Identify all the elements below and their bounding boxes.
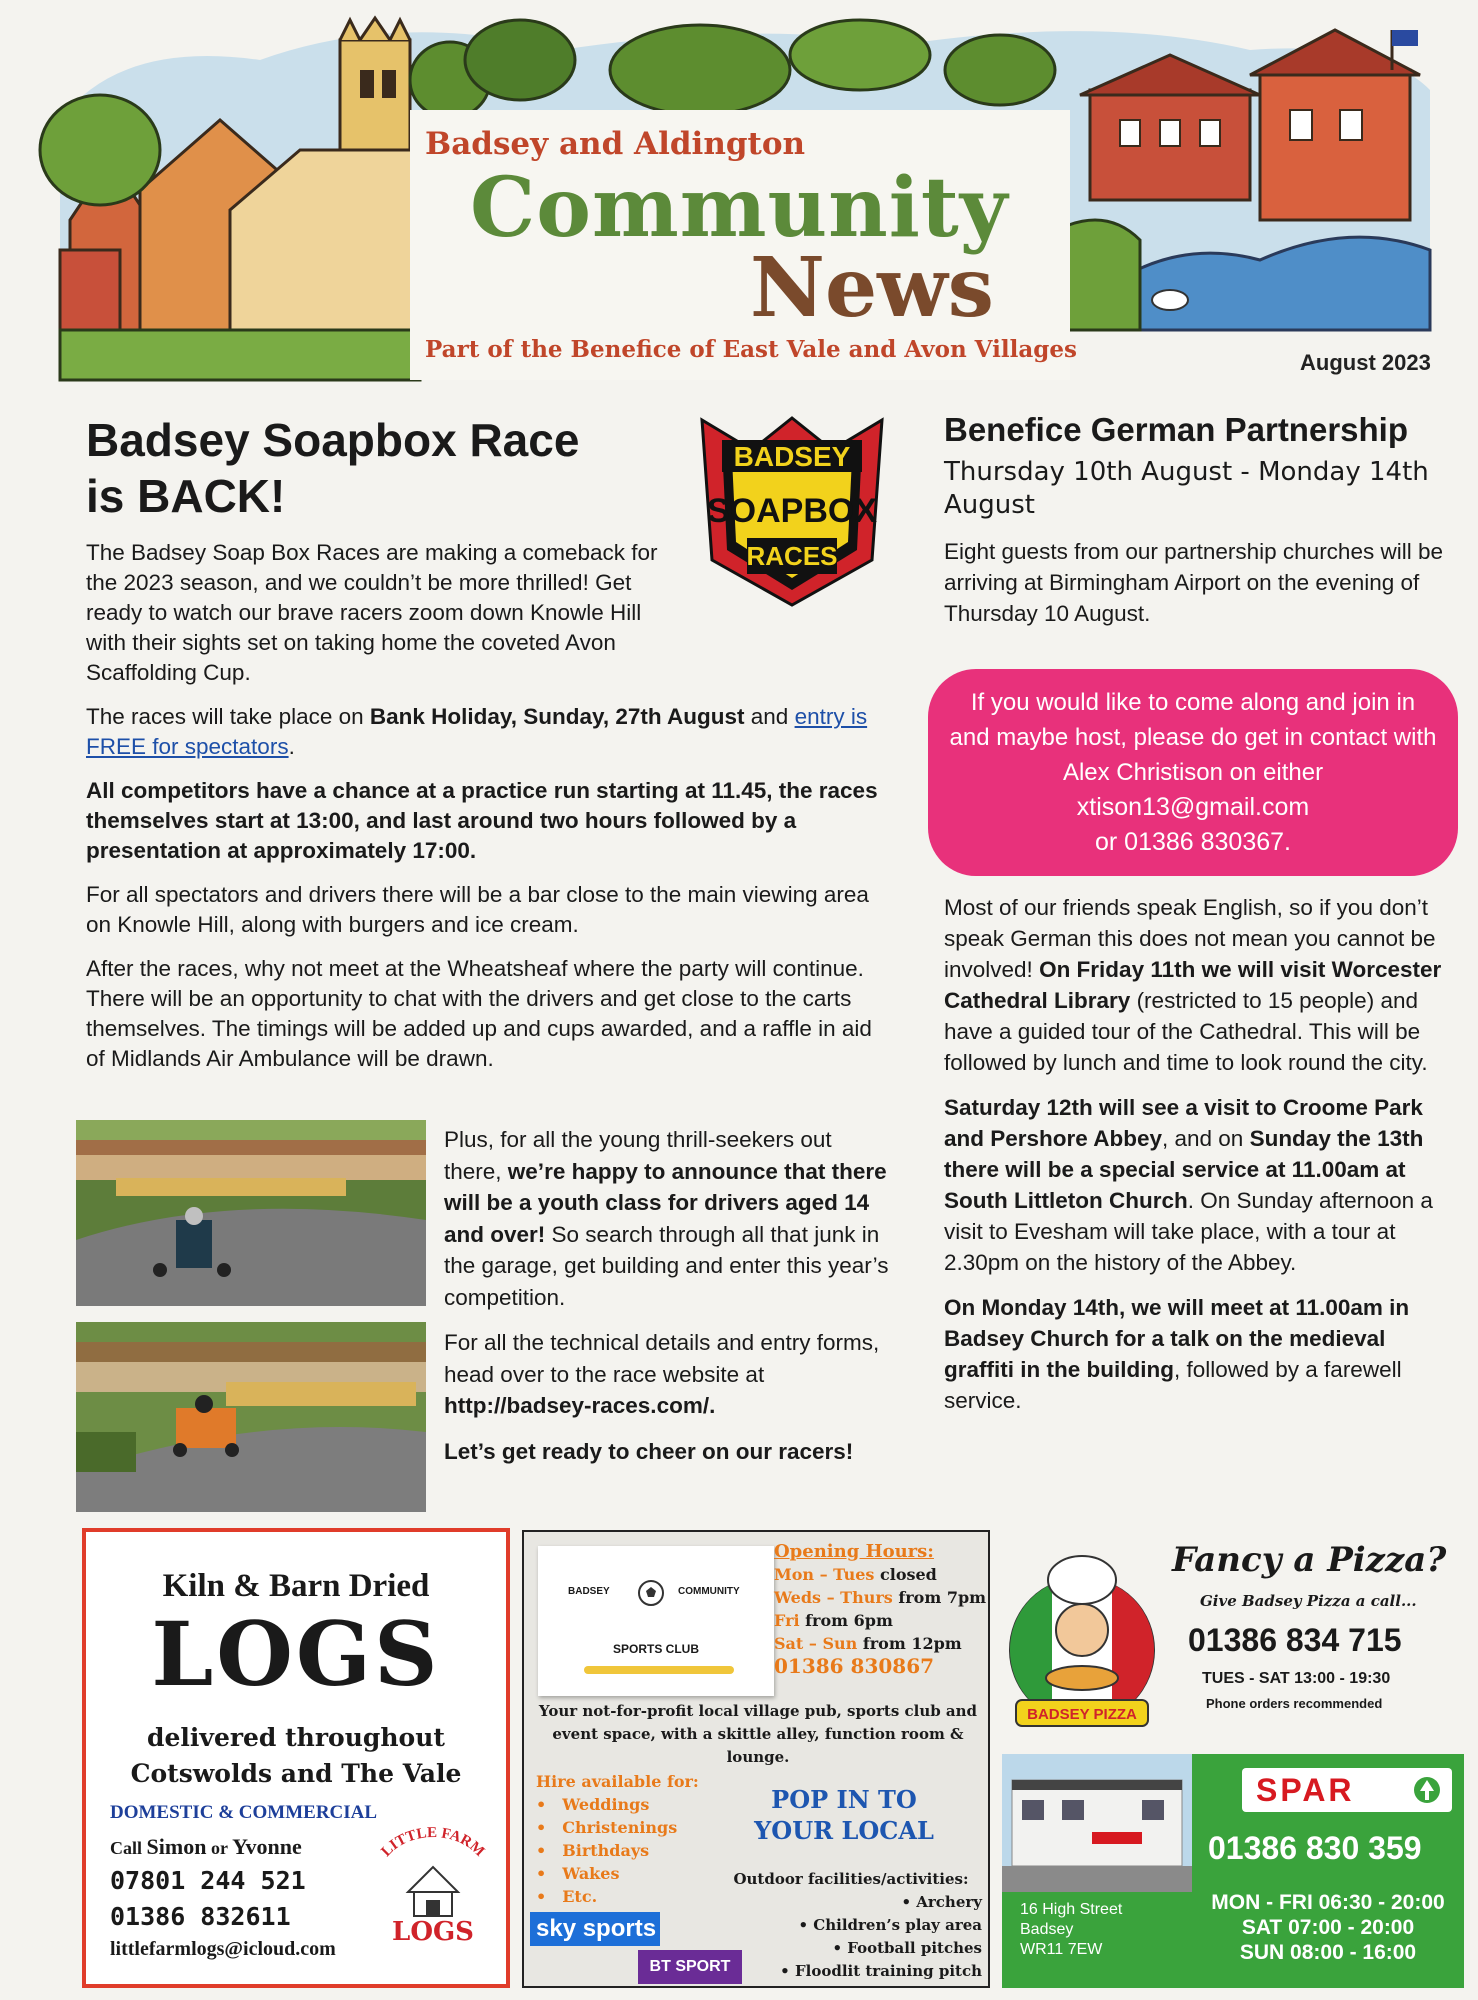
masthead-benefice: Part of the Benefice of East Vale and Avon Villages bbox=[425, 336, 1077, 363]
spar-advert bbox=[1002, 1754, 1464, 1988]
pizza-hours: TUES - SAT 13:00 - 19:30 bbox=[1202, 1670, 1391, 1687]
german-weekend: Saturday 12th will see a visit to Croome Park and Pershore Abbey, and on Sunday the 13th there will be a special service at 11.00am at South Littleton Church. On Sunday afternoon a visit to Evesham will take place, with a tour at 2.30pm on the history of the Abbey. bbox=[944, 1095, 1433, 1275]
soapbox-date-paragraph: The races will take place on Bank Holiday, Sunday, 27th August and entry is FREE for spectators. bbox=[86, 704, 868, 759]
club-card-swoosh bbox=[584, 1666, 734, 1674]
soapbox-photo-1 bbox=[76, 1120, 426, 1306]
club-opening-hours: Opening Hours: Mon – Tues closed Weds – Thurs from 7pm Fri from 6pm Sat – Sun from 12pm 01386 830867 bbox=[774, 1541, 987, 1678]
host-callout bbox=[928, 669, 1458, 876]
outdoor-item: • Football pitches bbox=[832, 1939, 982, 1957]
svg-text:LOGS: LOGS bbox=[392, 1917, 474, 1942]
football-icon bbox=[636, 1578, 666, 1608]
pizza-chef-icon bbox=[1002, 1550, 1162, 1740]
hire-item: • Weddings bbox=[536, 1793, 699, 1816]
german-monday: On Monday 14th, we will meet at 11.00am in Badsey Church for a talk on the medieval graffiti in the building, followed by a farewell service. bbox=[944, 1295, 1410, 1413]
bt-sport-logo: BT SPORT bbox=[638, 1950, 742, 1984]
club-card-community: COMMUNITY bbox=[678, 1586, 740, 1597]
german-arrival: Eight guests from our partnership churches will be arriving at Birmingham Airport on the evening of Thursday 10 August. bbox=[944, 539, 1443, 626]
svg-text:BADSEY PIZZA: BADSEY PIZZA bbox=[1027, 1706, 1137, 1723]
hire-item: • Wakes bbox=[536, 1862, 699, 1885]
technical-details-paragraph: For all the technical details and entry forms, head over to the race website at http://badsey-races.com/. bbox=[444, 1330, 880, 1418]
logs-title: LOGS bbox=[151, 1602, 441, 1706]
hire-item: • Christenings bbox=[536, 1816, 699, 1839]
club-card-badsey: BADSEY bbox=[568, 1586, 610, 1597]
svg-text:LITTLE FARM: LITTLE FARM bbox=[378, 1824, 488, 1860]
cheer-paragraph: Let’s get ready to cheer on our racers! bbox=[444, 1438, 854, 1464]
hire-item: • Etc. bbox=[536, 1885, 699, 1908]
soapbox-after: After the races, why not meet at the Wheatsheaf where the party will continue. There will be an opportunity to chat with the drivers and get close to the carts themselves. The timings will be added up and cups awarded, and a raffle in aid of Midlands Air Ambulance will be drawn. bbox=[86, 956, 872, 1071]
spar-shop-photo bbox=[1002, 1754, 1192, 1892]
free-entry-link[interactable]: entry is FREE for spectators bbox=[86, 704, 868, 759]
soapbox-bar: For all spectators and drivers there will be a bar close to the main viewing area on Knowle Hill, along with burgers and ice cream. bbox=[86, 882, 869, 937]
youth-class-paragraph: Plus, for all the young thrill-seekers out there, we’re happy to announce that there will be a youth class for drivers aged 14 and over! So search through all that junk in the garage, get building and enter this year’s competition. bbox=[444, 1127, 889, 1310]
callout-text: If you would like to come along and join in and maybe host, please do get in contact with Alex Christison on either bbox=[949, 689, 1437, 786]
german-friday: Most of our friends speak English, so if you don’t speak German this does not mean you cannot be involved! On Friday 11th we will visit Worcester Cathedral Library (restricted to 15 people) and have a guided tour of the Cathedral. This will be followed by lunch and time to look round the city. bbox=[944, 895, 1442, 1075]
logs-email[interactable]: littlefarmlogs@icloud.com bbox=[110, 1938, 336, 1960]
masthead-title-community: Community bbox=[470, 160, 1009, 256]
pizza-fancy: Fancy a Pizza? bbox=[1172, 1540, 1447, 1580]
german-dates: Thursday 10th August - Monday 14th August bbox=[944, 457, 1429, 520]
spar-phone: 01386 830 359 bbox=[1208, 1830, 1422, 1866]
club-card-sports: SPORTS CLUB bbox=[612, 1642, 699, 1656]
masthead-subtitle: Badsey and Aldington bbox=[425, 126, 806, 162]
german-partnership-article bbox=[944, 410, 1459, 1416]
issue-date: August 2023 bbox=[1300, 350, 1431, 375]
logo-badsey-text: BADSEY bbox=[733, 441, 851, 472]
callout-email[interactable]: xtison13@gmail.com bbox=[1076, 793, 1310, 821]
outdoor-item: • Children’s play area bbox=[798, 1916, 982, 1934]
sports-club-advert bbox=[522, 1530, 990, 1988]
soapbox-headline bbox=[86, 412, 646, 524]
spar-tree-icon bbox=[1412, 1775, 1442, 1805]
masthead bbox=[0, 0, 1478, 400]
callout-phone: or 01386 830367. bbox=[1094, 828, 1291, 856]
club-outdoor-list: Outdoor facilities/activities: • Archery • Children’s play area • Football pitches • Floodlit training pitch bbox=[720, 1868, 982, 1983]
little-farm-logs-badge bbox=[358, 1822, 508, 1942]
logo-soapbox-text: SOAPBOX bbox=[706, 492, 878, 530]
logs-advert bbox=[82, 1528, 510, 1988]
soapbox-side-text bbox=[444, 1124, 894, 1481]
outdoor-item: • Archery bbox=[901, 1893, 982, 1911]
logo-races-text: RACES bbox=[746, 541, 838, 571]
soapbox-intro: The Badsey Soap Box Races are making a comeback for the 2023 season, and we couldn’t be more thrilled! Get ready to watch our brave racers zoom down Knowle Hill with their sights set on taking home the coveted Avon Scaffolding Cup. bbox=[86, 540, 658, 685]
club-phone: 01386 830867 bbox=[774, 1654, 935, 1678]
logs-phone-landline: 01386 832611 bbox=[110, 1902, 291, 1931]
club-pop-in: POP IN TO YOUR LOCAL bbox=[754, 1785, 934, 1845]
pizza-advert bbox=[1002, 1530, 1464, 1750]
logs-kiln: Kiln & Barn Dried bbox=[162, 1568, 430, 1604]
club-card bbox=[538, 1546, 774, 1696]
club-description: Your not-for-profit local village pub, sports club and event space, with a skittle alley, function room & lounge. bbox=[538, 1702, 978, 1766]
spar-hours: MON - FRI 06:30 - 20:00 SAT 07:00 - 20:00 SUN 08:00 - 16:00 bbox=[1211, 1891, 1445, 1964]
soapbox-article bbox=[86, 412, 894, 1074]
pizza-phone: 01386 834 715 bbox=[1188, 1622, 1402, 1658]
german-headline: Benefice German Partnership bbox=[944, 411, 1408, 448]
logs-delivery: delivered throughout Cotswolds and The Vale bbox=[130, 1723, 462, 1788]
headline-line-2: is BACK! bbox=[86, 470, 286, 522]
outdoor-item: • Floodlit training pitch bbox=[780, 1962, 982, 1980]
logs-domestic: DOMESTIC & COMMERCIAL bbox=[110, 1802, 378, 1823]
sky-sports-logo: sky sports bbox=[530, 1912, 660, 1946]
hire-item: • Birthdays bbox=[536, 1839, 699, 1862]
masthead-title-news: News bbox=[750, 240, 994, 336]
spar-address: 16 High Street Badsey WR11 7EW bbox=[1020, 1901, 1123, 1958]
pizza-give: Give Badsey Pizza a call... bbox=[1200, 1592, 1417, 1610]
logs-phone-mobile: 07801 244 521 bbox=[110, 1866, 306, 1895]
club-hire-list: Hire available for: • Weddings • Christenings • Birthdays • Wakes • Etc. bbox=[536, 1770, 699, 1908]
soapbox-photo-2 bbox=[76, 1322, 426, 1512]
logs-call: Call Simon or Yvonne bbox=[110, 1834, 302, 1859]
race-website-link[interactable]: http://badsey-races.com/. bbox=[444, 1393, 716, 1418]
soapbox-timings: All competitors have a chance at a practice run starting at 11.45, the races themselves start at 13:00, and last around two hours followed by a presentation at approximately 17:00. bbox=[86, 778, 878, 863]
headline-line-1: Badsey Soapbox Race bbox=[86, 414, 580, 466]
pizza-phone-orders: Phone orders recommended bbox=[1206, 1696, 1383, 1711]
spar-logo: SPAR bbox=[1242, 1768, 1452, 1812]
